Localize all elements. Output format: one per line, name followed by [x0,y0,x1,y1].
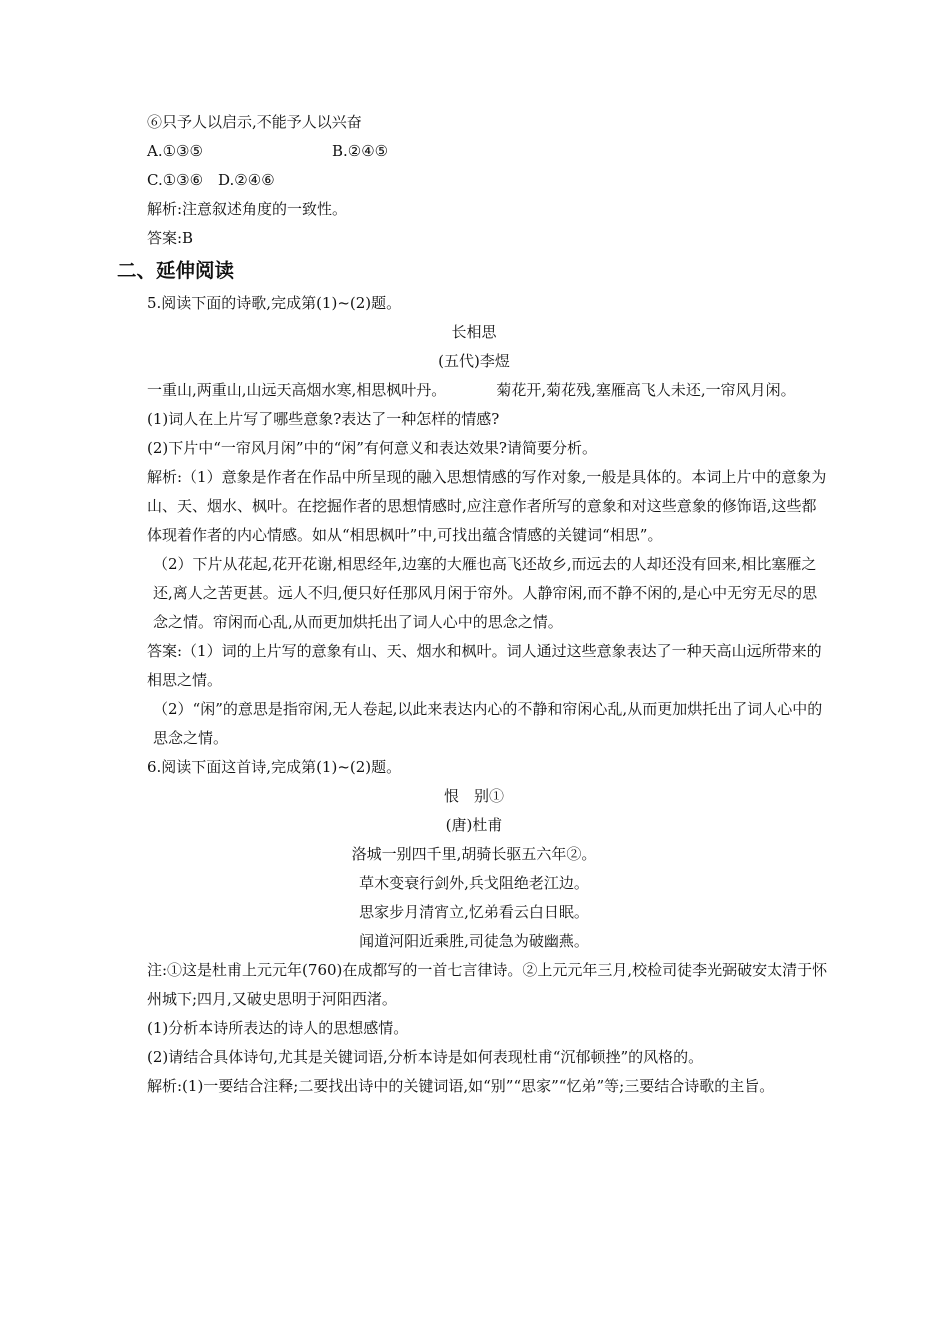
section-heading: 二、延伸阅读 [117,259,235,282]
q4-options-row-1 [117,137,831,166]
document-content [117,108,831,1101]
q4-option-a: A.①③⑤ [147,142,203,160]
q5-answer-2: （2）“闲”的意思是指帘闲,无人卷起,以此来表达内心的不静和帘闲心乱,从而更加烘托出了词人心中的思念之情。 [153,700,823,747]
q6-poem-line: 思家步月清宵立,忆弟看云白日眠。 [359,903,589,921]
q5-analysis-2: （2）下片从花起,花开花谢,相思经年,边塞的大雁也高飞还故乡,而远去的人却还没有回来,相比塞雁之还,离人之苦更甚。远人不归,便只好任那风月闲于帘外。人静帘闲,而不静不闲的,是心中无穷无尽的思念之情。帘闲而心乱,从而更加烘托出了词人心中的思念之情。 [153,555,818,631]
q5-analysis-1: 解析:（1）意象是作者在作品中所呈现的融入思想情感的写作对象,一般是具体的。本词上片中的意象为山、天、烟水、枫叶。在挖掘作者的思想情感时,应注意作者所写的意象和对这些意象的修饰语,这些都体现着作者的内心情感。如从“相思枫叶”中,可找出蕴含情感的关键词“相思”。 [147,468,827,544]
q6-poem-line: 闻道河阳近乘胜,司徒急为破幽燕。 [359,932,589,950]
q4-analysis: 解析:注意叙述角度的一致性。 [147,200,348,218]
q6-prompt: 6.阅读下面这首诗,完成第(1)~(2)题。 [147,758,402,776]
q5-sub-question-1: (1)词人在上片写了哪些意象?表达了一种怎样的情感? [147,410,500,428]
q6-poem-author: (唐)杜甫 [445,816,503,834]
q6-analysis-1: 解析:(1)一要结合注释;二要找出诗中的关键词语,如“别”“思家”“忆弟”等;三要结合诗歌的主旨。 [147,1077,775,1095]
q6-sub-question-1: (1)分析本诗所表达的诗人的思想感情。 [147,1019,409,1037]
q5-poem-text [117,376,831,405]
q6-poem-title: 恨 别① [443,787,504,805]
q4-item-6: ⑥只予人以启示,不能予人以兴奋 [147,113,362,131]
q4-answer: 答案:B [147,229,194,247]
q5-poem-title: 长相思 [451,323,497,341]
q6-poem-line: 草木变衰行剑外,兵戈阻绝老江边。 [359,874,589,892]
q5-prompt: 5.阅读下面的诗歌,完成第(1)~(2)题。 [147,294,402,312]
q5-poem-part-1: 一重山,两重山,山远天高烟水寒,相思枫叶丹。 [147,381,447,399]
q5-sub-question-2: (2)下片中“一帘风月闲”中的“闲”有何意义和表达效果?请简要分析。 [147,439,597,457]
q4-option-b: B.②④⑤ [332,142,389,160]
q6-note: 注:①这是杜甫上元元年(760)在成都写的一首七言律诗。②上元元年三月,校检司徒李光弼破安太清于怀州城下;四月,又破史思明于河阳西渚。 [147,961,828,1008]
q5-poem-author: (五代)李煜 [438,352,510,370]
q5-answer-1: 答案:（1）词的上片写的意象有山、天、烟水和枫叶。词人通过这些意象表达了一种天高山远所带来的相思之情。 [147,642,822,689]
q6-sub-question-2: (2)请结合具体诗句,尤其是关键词语,分析本诗是如何表现杜甫“沉郁顿挫”的风格的。 [147,1048,704,1066]
q5-poem-part-2: 菊花开,菊花残,塞雁高飞人未还,一帘风月闲。 [496,381,796,399]
q4-options-row-2: C.①③⑥ D.②④⑥ [147,171,275,189]
q6-poem-line: 洛城一别四千里,胡骑长驱五六年②。 [351,845,597,863]
